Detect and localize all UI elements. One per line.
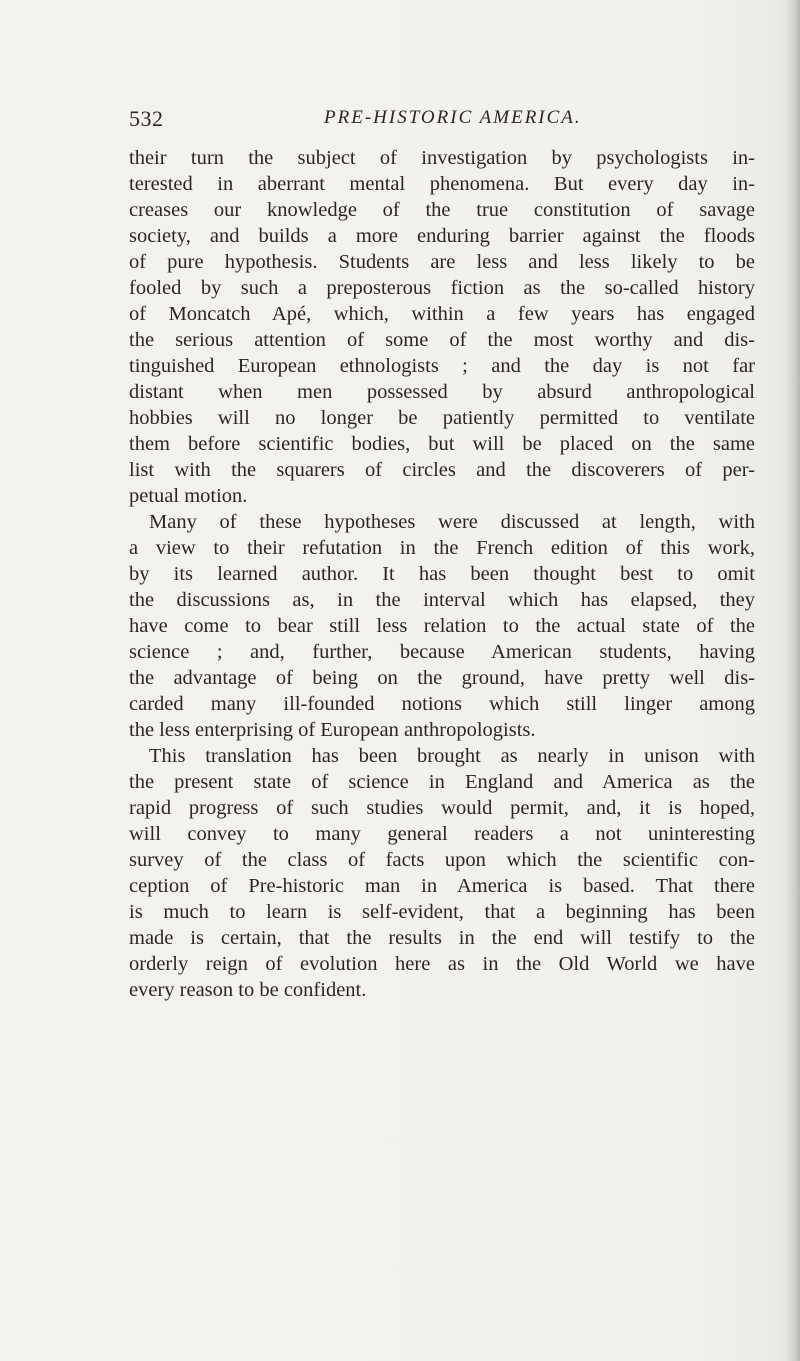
paragraph-start-line: This translation has been brought as nearly in unison with [149,745,755,767]
text-line: survey of the class of facts upon which the scientific con- [129,849,755,871]
running-head [129,106,749,136]
paragraph-end-line: petual motion. [129,485,248,507]
text-line: fooled by such a preposterous fiction as the so-called history [129,277,755,299]
text-line: the discussions as, in the interval which has elapsed, they [129,589,755,611]
text-line: them before scientific bodies, but will be placed on the same [129,433,755,455]
text-line: carded many ill-founded notions which still linger among [129,693,755,715]
text-line: a view to their refutation in the French edition of this work, [129,537,755,559]
paragraph-end-line: every reason to be confident. [129,979,367,1001]
text-line: their turn the subject of investigation by psychologists in- [129,147,755,169]
text-line: the present state of science in England and America as the [129,771,755,793]
text-line: tinguished European ethnologists ; and the day is not far [129,355,755,377]
body-text [129,145,755,1003]
text-line: made is certain, that the results in the end will testify to the [129,927,755,949]
text-line: of Moncatch Apé, which, within a few years has engaged [129,303,755,325]
text-line: of pure hypothesis. Students are less and less likely to be [129,251,755,273]
paragraph-start-line: Many of these hypotheses were discussed at length, with [149,511,755,533]
text-line: will convey to many general readers a not uninteresting [129,823,755,845]
text-line: by its learned author. It has been thought best to omit [129,563,755,585]
text-line: have come to bear still less relation to the actual state of the [129,615,755,637]
text-line: rapid progress of such studies would permit, and, it is hoped, [129,797,755,819]
text-line: orderly reign of evolution here as in the Old World we have [129,953,755,975]
text-line: hobbies will no longer be patiently permitted to ventilate [129,407,755,429]
page-number: 532 [129,106,164,131]
text-line: distant when men possessed by absurd anthropological [129,381,755,403]
text-line: terested in aberrant mental phenomena. But every day in- [129,173,755,195]
text-line: society, and builds a more enduring barrier against the floods [129,225,755,247]
running-title: PRE-HISTORIC AMERICA. [324,107,582,128]
page-edge-shadow [786,0,800,1361]
text-line: list with the squarers of circles and the discoverers of per- [129,459,755,481]
paragraph-end-line: the less enterprising of European anthropologists. [129,719,536,741]
text-line: creases our knowledge of the true constitution of savage [129,199,755,221]
text-line: the serious attention of some of the most worthy and dis- [129,329,755,351]
text-line: science ; and, further, because American students, having [129,641,755,663]
text-line: ception of Pre-historic man in America is based. That there [129,875,755,897]
text-line: is much to learn is self-evident, that a beginning has been [129,901,755,923]
text-line: the advantage of being on the ground, have pretty well dis- [129,667,755,689]
